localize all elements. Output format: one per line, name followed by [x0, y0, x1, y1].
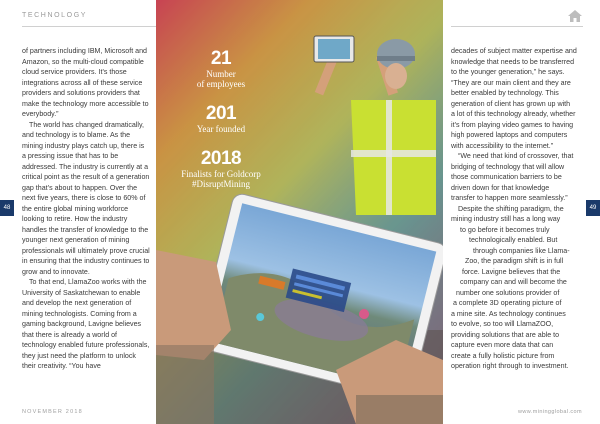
- article-line: it’s from playing video games to having: [451, 120, 574, 129]
- article-line: create a fully holistic picture from: [451, 351, 555, 360]
- article-line: capture even more data that can: [451, 341, 554, 349]
- header-rule-right: [451, 26, 583, 27]
- left-article-column: [22, 46, 150, 372]
- article-line: “They are our main client and they are: [451, 78, 571, 87]
- article-line: through companies like Llama-: [473, 246, 570, 255]
- stat-label: Finalists for Goldcorp: [181, 169, 261, 179]
- article-line: to the younger generation,” he says.: [451, 68, 565, 76]
- article-line: providing solutions that are able to: [451, 330, 560, 339]
- stat-value: 21: [210, 48, 232, 69]
- article-line: knowledge that needs to be transferred: [451, 57, 575, 66]
- article-paragraph: To that end, LlamaZoo works with the University of Saskatchewan to enable and develop the next generation of mining technologists. Coming from a gaming background, Lavigne believes that there is already a world of technology enabled future professionals, they just need the platform to unlock their creativity. “You have: [22, 278, 150, 370]
- section-label: TECHNOLOGY: [22, 12, 88, 19]
- footer-date: NOVEMBER 2018: [22, 409, 83, 415]
- article-line: technologically enabled. But: [469, 236, 558, 244]
- article-line: driven down for that knowledge: [451, 183, 550, 192]
- article-line: decades of subject matter expertise and: [451, 47, 577, 55]
- stat-finalists: [156, 149, 286, 189]
- stat-label: of employees: [196, 79, 246, 89]
- article-paragraph: The world has changed dramatically, and technology is to blame. As the mining industry plays catch up, there is a pressing issue that has to be addressed. The industry is currently at a critical point as the result of a generation gap that’s about to happen. Over the next five years, there is close to 60% of the entire global mining workforce looking to retire. How the industry handles the transfer of knowledge to the younger next generation of mining professionals will ultimately prove crucial in ensuring that the industry continues to grow and to innovate.: [22, 120, 150, 276]
- article-line: a complete 3D operating picture of: [453, 299, 562, 307]
- stat-label: Number: [206, 69, 236, 79]
- page-number-right: 49: [586, 200, 600, 216]
- article-line: to evolve, so too will LlamaZOO,: [451, 320, 554, 328]
- article-line: better enabled by technology. This: [451, 89, 559, 97]
- stat-year-founded: [156, 104, 286, 134]
- stat-value: 201: [205, 103, 237, 124]
- article-line: operation right through to investment.: [451, 362, 569, 370]
- right-article-column: [451, 46, 583, 372]
- article-line: to go before it becomes truly: [460, 225, 550, 234]
- article-paragraph: of partners including IBM, Microsoft and Amazon, so the multi-cloud compatible cloud service providers. It’s those integrations across all of these service providers and solutions providers that make the technology more accessible to everybody.”: [22, 47, 149, 118]
- article-line: mining industry still has a long way: [451, 215, 561, 223]
- article-line: company can and will become the: [460, 278, 567, 286]
- footer-website[interactable]: www.miningglobal.com: [518, 409, 582, 415]
- article-line: force. Lavigne believes that the: [462, 267, 561, 276]
- feature-photo: [156, 0, 443, 424]
- stat-label: #DisruptMining: [191, 179, 250, 189]
- article-line: generation of client has grown up with: [451, 99, 571, 108]
- home-icon[interactable]: [567, 9, 583, 23]
- article-line: number one solutions provider of: [456, 288, 560, 297]
- article-line: with accessibility to the internet.”: [451, 141, 554, 150]
- stat-employees: [156, 49, 286, 89]
- page-number-left: 48: [0, 200, 14, 216]
- article-line: high powered laptops and computers: [451, 131, 568, 139]
- article-line: “We need that kind of crossover, that: [458, 152, 574, 160]
- article-line: a mine site. As technology continues: [451, 309, 566, 318]
- article-line: those communication barriers to be: [451, 173, 562, 181]
- stat-label: Year founded: [196, 124, 246, 134]
- stat-value: 2018: [200, 148, 242, 169]
- article-line: transfer to happen more seamlessly.”: [451, 194, 568, 202]
- article-line: a lot of this technology already, whether: [451, 110, 576, 118]
- article-line: bridging of technology that will allow: [451, 162, 565, 171]
- article-line: Zoo, the paradigm shift is in full: [465, 257, 564, 265]
- header-rule-left: [22, 26, 156, 27]
- article-line: Despite the shifting paradigm, the: [458, 204, 564, 213]
